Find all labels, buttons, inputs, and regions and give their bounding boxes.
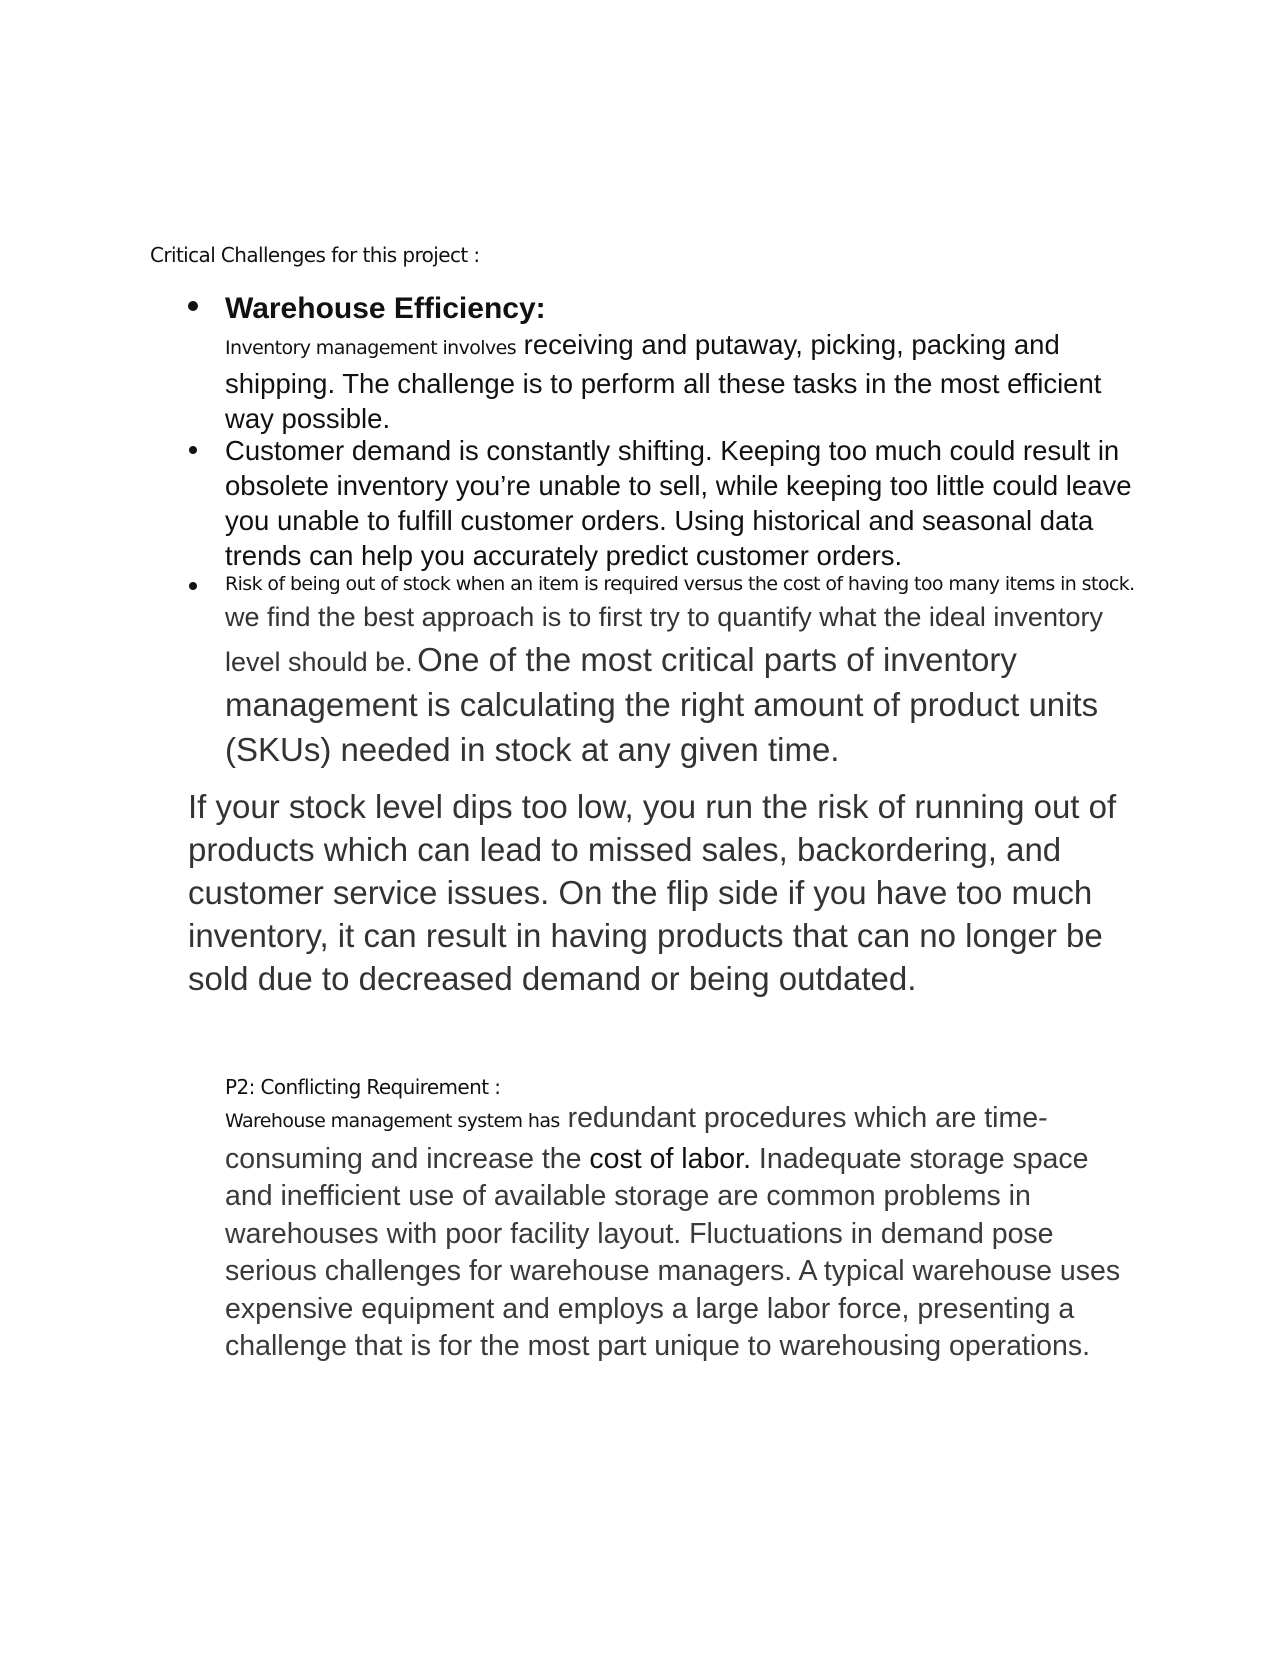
bullet-dot-icon [188,301,198,311]
bullet-1-title: Warehouse Efficiency: [225,292,546,325]
stock-level-paragraph: If your stock level dips too low, you run the risk of running out of products which can lead to missed sales, backordering, and customer service issues. On the flip side if you have too much inventory, it can result in having products that can no longer be sold due to decreased demand or being outdated. [188,788,1117,997]
p2-heading: P2: Conflicting Requirement : [225,1075,501,1099]
page-heading: Critical Challenges for this project : [150,243,480,267]
bullet-3-tail: One of the most critical parts of inventory management is calculating the right amount of product units (SKUs) needed in stock at any given time. [225,641,1099,768]
bullet-3-body [225,570,1135,776]
bullet-dot-icon [189,446,197,454]
p2-body-b: Inadequate storage space and inefficient use of available storage are common problems in warehouses with poor facility layout. Fluctuations in demand pose serious challenges for warehouse managers. A typical warehouse uses expensive equipment and employs a large labor force, presenting a challenge that is for the most part unique to warehousing operations. [225,1142,1121,1362]
bullet-1-body [225,327,1135,436]
p2-lead: Warehouse management system has [225,1110,560,1132]
bullet-dot-icon [189,582,197,590]
bullet-1-lead: Inventory management involves [225,337,517,359]
bullet-1-text: receiving and putaway, picking, packing and shipping. The challenge is to perform all these tasks in the most efficient way possible. [225,329,1102,434]
p2-body [225,1100,1135,1366]
bullet-3-lead: Risk of being out of stock when an item is required versus the cost of having too many items in stock. [225,573,1135,595]
p2-body-a: redundant procedures which are time-consuming and increase the [225,1102,1048,1175]
bullet-2-body: Customer demand is constantly shifting. Keeping too much could result in obsolete inventory you’re unable to sell, while keeping too little could leave you unable to fulfill customer orders. Using historical and seasonal data trends can help you accurately predict customer orders. [225,435,1132,571]
p2-emphasis: cost of labor. [589,1142,751,1175]
bullet-3-rest [225,602,1103,768]
bullet-3-mid: we find the best approach is to first try to quantify what the ideal inventory level should be. [225,602,1103,677]
